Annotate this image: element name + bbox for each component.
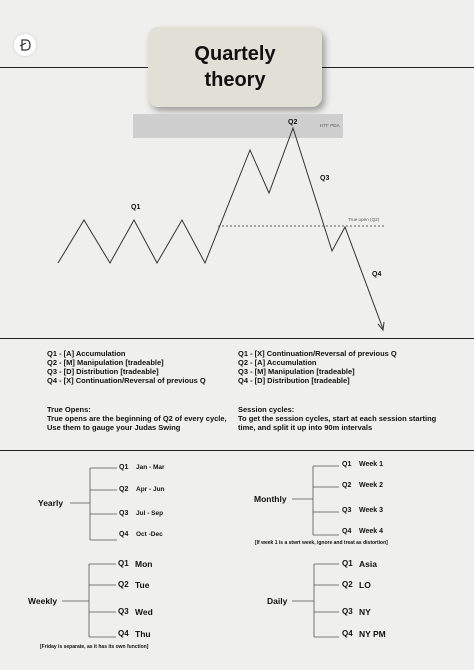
list-item: Q2 - [A] Accumulation (238, 358, 317, 367)
tree-item-q: Q3 (119, 510, 129, 517)
tree-item-q: Q1 (342, 559, 353, 568)
tree-item-q: Q4 (119, 531, 129, 538)
htf-pda-label: HTF PDA (320, 123, 340, 128)
session-cycles-line: To get the session cycles, start at each session starting (238, 414, 437, 423)
true-open-label: True open (Q2) (348, 217, 380, 222)
daily-label: Daily (267, 596, 288, 606)
tree-item-q: Q2 (342, 580, 353, 589)
tree-item-value: Thu (135, 629, 151, 639)
tree-item-q: Q2 (342, 482, 352, 489)
yearly-bracket (70, 468, 117, 540)
true-opens-heading: True Opens: (47, 405, 91, 414)
list-item: Q3 - [D] Distribution [tradeable] (47, 367, 159, 376)
q4-marker: Q4 (372, 271, 382, 278)
true-opens-line: Use them to gauge your Judas Swing (47, 423, 181, 432)
tree-item-value: NY (359, 607, 371, 617)
tree-item-q: Q2 (118, 580, 129, 589)
list-item: Q1 - [X] Continuation/Reversal of previous Q (238, 349, 397, 358)
title-line-2: theory (204, 69, 266, 91)
weekly-note: [Friday is separate, as it has its own function] (40, 644, 149, 650)
list-item: Q4 - [X] Continuation/Reversal of previous Q (47, 376, 206, 385)
tree-item-value: LO (359, 580, 371, 590)
session-cycles-line: time, and split it up into 90m intervals (238, 423, 373, 432)
tree-item-q: Q2 (119, 486, 129, 493)
tree-item-q: Q4 (342, 629, 353, 638)
yearly-label: Yearly (38, 498, 64, 508)
tree-item-q: Q3 (342, 607, 353, 616)
tree-item-value: Apr - Jun (136, 486, 165, 493)
tree-item-q: Q4 (342, 528, 352, 535)
q2-marker: Q2 (288, 119, 298, 126)
monthly-label: Monthly (254, 494, 287, 504)
tree-item-value: Tue (135, 580, 150, 590)
tree-item-q: Q1 (119, 464, 129, 471)
tree-item-value: Week 2 (359, 482, 383, 489)
true-opens-line: True opens are the beginning of Q2 of every cycle, (47, 414, 227, 423)
tree-item-value: NY PM (359, 629, 386, 639)
list-item: Q2 - [M] Manipulation [tradeable] (47, 358, 164, 367)
tree-item-value: Week 1 (359, 461, 383, 468)
tree-item-value: Mon (135, 559, 153, 569)
monthly-note: [If week 1 is a stwrt week, ignore and treat as distortion] (255, 540, 388, 546)
tree-item-value: Jul - Sep (136, 510, 164, 517)
title-line-1: Quartely (194, 43, 276, 65)
weekly-label: Weekly (28, 596, 58, 606)
tree-item-value: Oct -Dec (136, 531, 163, 538)
list-item: Q3 - [M] Manipulation [tradeable] (238, 367, 355, 376)
tree-item-q: Q1 (342, 461, 352, 468)
tree-item-q: Q3 (342, 507, 352, 514)
weekly-bracket (62, 564, 116, 637)
list-item: Q1 - [A] Accumulation (47, 349, 126, 358)
q1-marker: Q1 (131, 204, 141, 211)
tree-item-value: Wed (135, 607, 153, 617)
tree-item-q: Q4 (118, 629, 129, 638)
tree-item-value: Jan - Mar (136, 464, 165, 471)
session-cycles-heading: Session cycles: (238, 405, 295, 414)
list-item: Q4 - [D] Distribution [tradeable] (238, 376, 350, 385)
tree-item-value: Week 4 (359, 528, 383, 535)
tree-item-q: Q3 (118, 607, 129, 616)
tree-item-value: Week 3 (359, 507, 383, 514)
tree-item-q: Q1 (118, 559, 129, 568)
monthly-bracket (292, 466, 339, 535)
daily-bracket (292, 564, 339, 637)
q3-marker: Q3 (320, 175, 330, 182)
tree-item-value: Asia (359, 559, 377, 569)
